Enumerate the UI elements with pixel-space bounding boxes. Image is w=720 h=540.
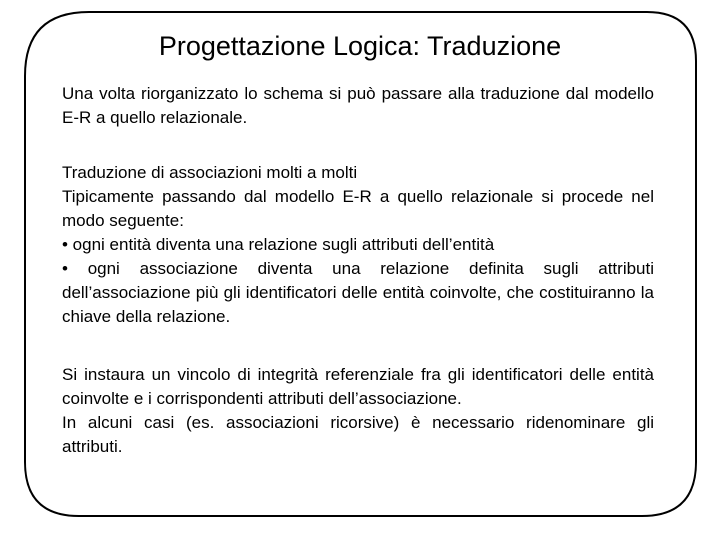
slide-title: Progettazione Logica: Traduzione bbox=[158, 31, 562, 61]
renaming-paragraph: In alcuni casi (es. associazioni ricorsive) è necessario ridenominare gli attributi. bbox=[62, 413, 654, 456]
intro-paragraph: Una volta riorganizzato lo schema si può passare alla traduzione dal modello E-R a quello relazionale. bbox=[62, 84, 654, 127]
section-heading: Traduzione di associazioni molti a molti bbox=[62, 163, 358, 182]
slide-body bbox=[62, 82, 654, 459]
section-text: Tipicamente passando dal modello E-R a quello relazionale si procede nel modo seguente: bbox=[62, 187, 654, 230]
bullet-association: • ogni associazione diventa una relazione definita sugli attributi dell’associazione più gli identificatori delle entità coinvolte, che costituiranno la chiave della relazione. bbox=[62, 259, 654, 326]
referential-integrity-paragraph: Si instaura un vincolo di integrità referenziale fra gli identificatori delle entità coinvolte e i corrispondenti attributi dell’associazione. bbox=[62, 365, 654, 408]
bullet-entity: • ogni entità diventa una relazione sugli attributi dell’entità bbox=[62, 235, 495, 254]
